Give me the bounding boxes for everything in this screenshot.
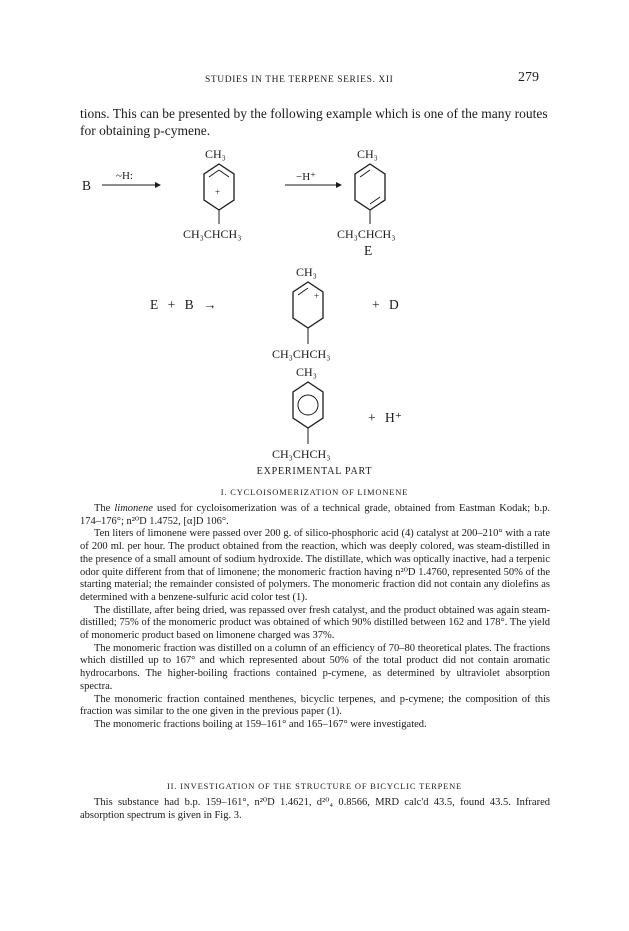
running-head: STUDIES IN THE TERPENE SERIES. XII <box>205 75 394 85</box>
paragraph-column: The monomeric fraction was distilled on a column of an efficiency of 70–80 theoretical plates. The fractions which distilled up to 167° and which represented about 50% of the total product did not contain aromatic hydrocarbons. The higher-boiling fractions contained p-cymene, as determined by ultraviolet absorption spectra. <box>80 642 550 692</box>
reactant-b-label: B <box>82 178 92 193</box>
hydride-shift-label: ~H: <box>116 170 133 182</box>
paragraph-distillate: The distillate, after being dried, was repassed over fresh catalyst, and the product obtained was again steam-distilled; 75% of the monomeric product was obtained of which 90% distilled between 162 and 178°. The yield of monomeric product based on limonene charged was 37%. <box>80 604 550 642</box>
paragraph-bicyclic: This substance had b.p. 159–161°, n²⁰D 1.4621, d²⁰₄ 0.8566, MRD calc'd 43.5, found 43.5. Infrared absorption spectrum is given in Fig. 3. <box>80 797 550 821</box>
body-text-block-2 <box>80 797 550 822</box>
limonene-italic: limonene <box>114 503 153 514</box>
body-text-block-1 <box>80 503 550 732</box>
para1-prefix: The <box>94 503 115 514</box>
p-cymene-ring <box>286 378 330 448</box>
subsection-title-2: II. INVESTIGATION OF THE STRUCTURE OF BICYCLIC TERPENE <box>166 781 463 791</box>
plus-d-product: + D <box>372 297 399 312</box>
isopropyl-label-2: CH₃CHCH₃ <box>337 227 396 241</box>
subsection-title-1: I. CYCLOISOMERIZATION OF LIMONENE <box>220 487 409 497</box>
cyclohexadiene-ring-e <box>348 160 392 220</box>
paragraph-catalyst: Ten liters of limonene were passed over 200 g. of silico-phosphoric acid (4) catalyst at 200–210° with a rate of 200 ml. per hour. The product obtained from the reaction, which was deeply colored, was steam-distilled in the presence of a small amount of sodium hydroxide. The distillate, which was optically inactive, had a terpenic odor quite different from that of limonene; the monomeric fraction having n²⁰D 1.4760, represented 50% of the starting material; the remainder consisted of polymers. The monomeric fraction did not contain any diolefins as determined with a benzene-sulfuric acid color test (1). <box>80 528 550 603</box>
deprotonation-label: −H⁺ <box>296 171 316 183</box>
cation-charge-1: + <box>215 187 221 197</box>
paragraph-fractions: The monomeric fractions boiling at 159–161° and 165–167° were investigated. <box>94 718 427 730</box>
reaction-arrow-2 <box>283 180 345 190</box>
page-number: 279 <box>518 70 539 85</box>
methyl-label-3: CH₃ <box>296 265 317 279</box>
plus-proton-product: + H⁺ <box>368 410 402 425</box>
isopropyl-label-3: CH₃CHCH₃ <box>272 347 331 361</box>
methyl-label-4: CH₃ <box>296 365 317 379</box>
isopropyl-label-4: CH₃CHCH₃ <box>272 447 331 461</box>
para1-rest: used for cycloisomerization was of a technical grade, obtained from Eastman Kodak; b.p. 174–176°; n²⁰D 1.4752, [α]D 106°. <box>80 503 550 527</box>
carbocation-ring-2 <box>286 278 330 348</box>
compound-e-label: E <box>364 243 373 258</box>
paragraph-limonene <box>80 503 550 528</box>
reaction-arrow-1 <box>100 180 162 190</box>
isopropyl-label-1: CH₃CHCH₃ <box>183 227 242 241</box>
methyl-label-2: CH₃ <box>357 147 378 161</box>
methyl-label-1: CH₃ <box>205 147 226 161</box>
paragraph-composition: The monomeric fraction contained menthenes, bicyclic terpenes, and p-cymene; the composition of this fraction was similar to the one given in the previous paper (1). <box>80 693 550 718</box>
cation-charge-2: + <box>314 291 320 301</box>
section-title: EXPERIMENTAL PART <box>256 466 373 477</box>
e-plus-b-equation: E + B → <box>150 297 217 312</box>
intro-paragraph: tions. This can be presented by the following example which is one of the many routes for obtaining p-cymene. <box>80 106 548 138</box>
